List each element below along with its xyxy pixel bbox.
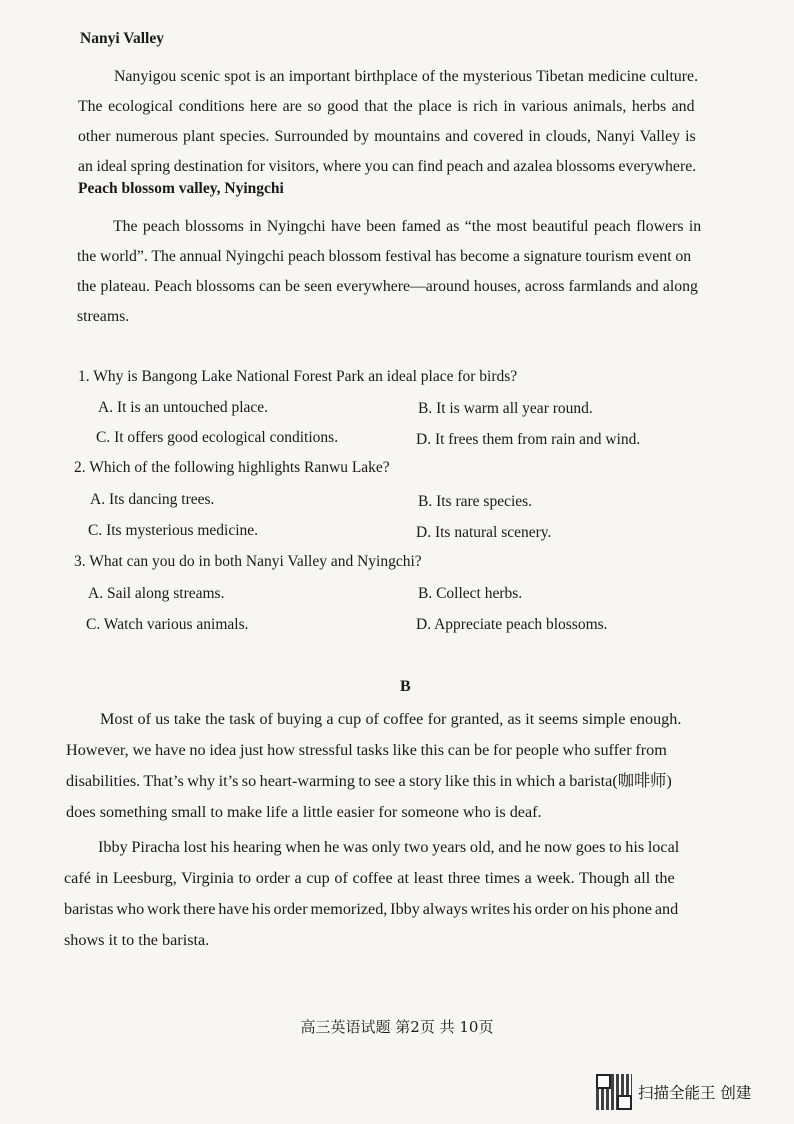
text-line: Nanyigou scenic spot is an important birthplace of the mysterious Tibetan medicine culture. (114, 68, 699, 85)
text-line: shows it to the barista. (64, 931, 210, 949)
text-line: Most of us take the task of buying a cup of coffee for granted, as it seems simple enough. (100, 710, 682, 728)
text-line: an ideal spring destination for visitors, where you can find peach and azalea blossoms everywhere. (78, 158, 697, 175)
question-3-option-d: D. Appreciate peach blossoms. (416, 616, 608, 633)
question-2-option-c: C. Its mysterious medicine. (88, 522, 259, 539)
question-3-option-b: B. Collect herbs. (418, 585, 523, 602)
question-1: 1. Why is Bangong Lake National Forest Park an ideal place for birds? (78, 368, 518, 385)
paragraph-nanyi-valley (78, 62, 738, 182)
question-1-option-c: C. It offers good ecological conditions. (96, 429, 339, 446)
scanner-watermark (596, 1074, 751, 1110)
question-3: 3. What can you do in both Nanyi Valley and Nyingchi? (74, 553, 422, 570)
question-3-option-c: C. Watch various animals. (86, 616, 249, 633)
paragraph-peach-blossom (77, 212, 739, 332)
page-footer: 高三英语试题 第2页 共 10页 (300, 1018, 494, 1036)
paragraph-b-1 (66, 704, 740, 828)
question-1-option-a: A. It is an untouched place. (98, 399, 269, 416)
text-line: The peach blossoms in Nyingchi have been famed as “the most beautiful peach flowers in (113, 218, 702, 235)
watermark-text: 扫描全能王 创建 (638, 1084, 752, 1102)
text-line: does something small to make life a little easier for someone who is deaf. (66, 803, 542, 821)
text-line: Ibby Piracha lost his hearing when he was only two years old, and he now goes to his local (98, 838, 680, 856)
question-3-option-a: A. Sail along streams. (88, 585, 225, 602)
text-line: disabilities. That’s why it’s so heart-warming to see a story like this in which a barista(咖啡师) (66, 772, 672, 790)
text-line: However, we have no idea just how stressful tasks like this can be for people who suffer from (66, 741, 667, 759)
paragraph-b-2 (64, 832, 740, 956)
heading-peach-blossom-valley: Peach blossom valley, Nyingchi (78, 180, 284, 197)
question-1-option-d: D. It frees them from rain and wind. (416, 431, 641, 448)
text-line: café in Leesburg, Virginia to order a cup of coffee at least three times a week. Though all the (64, 869, 675, 887)
text-line: baristas who work there have his order memorized, Ibby always writes his order on his phone and (64, 900, 679, 918)
section-b-label: B (400, 678, 411, 695)
question-1-option-b: B. It is warm all year round. (418, 400, 593, 417)
question-2-option-d: D. Its natural scenery. (416, 524, 552, 541)
text-line: the plateau. Peach blossoms can be seen everywhere—around houses, across farmlands and along (77, 278, 698, 295)
question-2-option-b: B. Its rare species. (418, 493, 533, 510)
text-line: The ecological conditions here are so good that the place is rich in various animals, herbs and (78, 98, 695, 115)
text-line: streams. (77, 308, 130, 325)
question-2-option-a: A. Its dancing trees. (90, 491, 215, 508)
question-2: 2. Which of the following highlights Ranwu Lake? (74, 459, 390, 476)
qr-code-icon (596, 1074, 632, 1110)
text-line: other numerous plant species. Surrounded by mountains and covered in clouds, Nanyi Valley is (78, 128, 696, 145)
text-line: the world”. The annual Nyingchi peach blossom festival has become a signature tourism event on (77, 248, 692, 265)
heading-nanyi-valley: Nanyi Valley (80, 30, 164, 47)
